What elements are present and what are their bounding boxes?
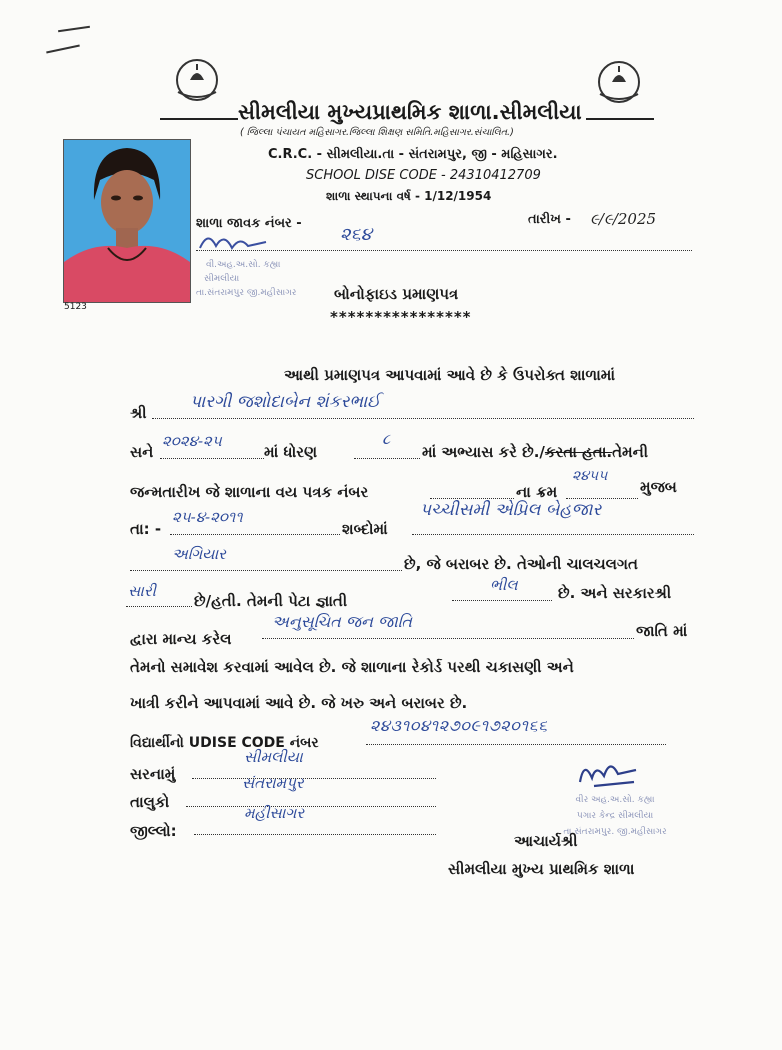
district-dotted-line — [194, 834, 436, 835]
school-logo-right — [590, 60, 648, 108]
principal-signature — [574, 752, 644, 794]
school-name: સીમલીયા મુખ્યપ્રાથમિક શાળા.સીમલીયા — [238, 100, 582, 124]
principal-designation: આચાર્યશ્રી — [514, 832, 578, 850]
header-underline — [160, 118, 238, 120]
study-phrase: માં અભ્યાસ કરે છે./ — [422, 443, 545, 461]
dob-words-1: પચ્ચીસમી એપ્રિલ બેહજાર — [420, 500, 602, 520]
conduct-text: છે/હતી. તેમની પેટા જ્ઞાતી — [194, 592, 348, 610]
school-subtitle: ( જિલ્લા પંચાયત મહિસાગર.જિલ્લા શિક્ષણ સમિતિ.મહિસાગર.સંચાલિત.) — [240, 127, 514, 138]
shabdo-text: શબ્દોમાં — [342, 520, 388, 538]
udise-dotted-line — [366, 744, 666, 745]
std-dotted-line — [354, 458, 420, 459]
district-value: મહીસાગર — [244, 804, 305, 822]
include-text: તેમનો સમાવેશ કરવામાં આવેલ છે. જે શાળાના રેકોર્ડ પરથી ચકાસણી અને — [130, 658, 574, 676]
portrait-image — [64, 140, 190, 302]
subcaste-dotted-line — [452, 600, 552, 601]
serial-dotted-line — [566, 498, 638, 499]
crc-line: C.R.C. - સીમલીયા.તા - સંતરામપુર, જી - મહિસાગર. — [268, 147, 558, 162]
conduct-dotted-line — [126, 606, 192, 607]
ta-label: તા: - — [130, 520, 162, 538]
subcaste-value: ભીલ — [490, 576, 518, 594]
outward-number-value: ૨૬૪ — [340, 224, 372, 245]
approved-text: દ્વારા માન્ય કરેલ — [130, 630, 232, 648]
caste-dotted-line — [262, 638, 634, 639]
stamp-top-line: તા.સંતરામપુર જી.મહીસાગર — [196, 288, 297, 298]
temni-word: તેમની — [612, 443, 649, 461]
taluka-label: તાલુકો — [130, 793, 170, 811]
address-value: સીમલીયા — [244, 748, 303, 766]
udise-label: વિદ્યાર્થીનો UDISE CODE નંબર — [130, 735, 319, 751]
shri-label: શ્રી — [130, 404, 147, 422]
stamp-top-line: વી.અહ.અ.સો. કહ્યા — [206, 260, 281, 270]
sane-label: સને — [130, 443, 154, 461]
dob-words2-dotted-line — [130, 570, 402, 571]
academic-year: ૨૦૨૪-૨૫ — [162, 432, 222, 450]
district-label: જીલ્લો: — [130, 822, 177, 840]
register-dotted-line — [430, 498, 514, 499]
dob-register-text: જન્મતારીખ જે શાળાના વય પત્રક નંબર — [130, 483, 369, 501]
na-kram-text: ના ક્રમ — [516, 483, 558, 501]
certificate-title: બોનોફાઇડ પ્રમાણપત્ર — [334, 285, 459, 303]
stamp-top-line: સીમલીયા — [204, 274, 240, 284]
maa-dhoran-text: માં ધોરણ — [264, 443, 318, 461]
principal-school: સીમલીયા મુખ્ય પ્રાથમિક શાળા — [448, 860, 635, 878]
date-label: તારીખ - — [528, 212, 571, 227]
taluka-dotted-line — [186, 806, 436, 807]
title-stars: **************** — [330, 308, 472, 326]
signature-top — [196, 226, 276, 256]
dob-value: ૨૫-૪-૨૦૧૧ — [172, 508, 243, 526]
dob-dotted-line — [170, 534, 340, 535]
standard-value: ૮ — [382, 430, 391, 448]
school-logo-left — [168, 58, 226, 106]
equal-text: છે, જે બરાબર છે. તેઓની ચાલચલગત — [404, 555, 638, 573]
mujab-text: મુજબ — [640, 478, 677, 496]
margin-mark — [58, 26, 90, 32]
margin-mark — [46, 44, 80, 53]
date-value: ૯/૯/2025 — [590, 210, 657, 228]
stamp-bottom-line: પગાર કેન્દ્ર સીમલીયા — [576, 811, 654, 821]
student-name: પારગી જશોદાબેન શંકરભાઈ — [190, 392, 381, 412]
stamp-bottom-line: વીર અહ.અ.સો. કહ્યા — [575, 795, 655, 805]
govt-text: છે. અને સરકારશ્રી — [558, 584, 672, 602]
caste-category: અનુસૂચિત જન જાતિ — [272, 612, 413, 631]
verify-text: ખાત્રી કરીને આપવામાં આવે છે. જે ખરુ અને બરાબર છે. — [130, 694, 468, 712]
established-year: શાળા સ્થાપના વર્ષ - 1/12/1954 — [326, 189, 492, 203]
address-dotted-line — [192, 778, 436, 779]
taluka-value: સંતરામપુર — [242, 774, 304, 792]
dob-words-dotted-line — [412, 534, 694, 535]
address-label: સરનામું — [130, 765, 176, 783]
udise-value: ૨૪૩૧૦૪૧૨૭૦૯૧૭૨૦૧૬૬ — [370, 716, 548, 735]
register-serial: ૨૪૫૫ — [572, 468, 608, 484]
dise-code: SCHOOL DISE CODE - 24310412709 — [306, 168, 541, 183]
study-text — [422, 443, 648, 461]
struck-phrase: કરતા હતા. — [544, 443, 613, 461]
dob-words-2: અગિયાર — [172, 545, 226, 563]
outward-number-label: શાળા જાવક નંબર - — [196, 216, 302, 231]
header-underline — [586, 118, 654, 120]
stamp-bottom-line: તા.સંતરામપુર. જી.મહીસાગર — [563, 827, 667, 837]
jati-maa-text: જાતિ માં — [636, 622, 688, 640]
stamp-top — [196, 258, 296, 300]
photo-code: 5123 — [64, 302, 87, 312]
name-dotted-line — [152, 418, 694, 419]
conduct-value: સારી — [128, 582, 156, 600]
year-dotted-line — [160, 458, 264, 459]
intro-text: આથી પ્રમાણપત્ર આપવામાં આવે છે કે ઉપરોક્ત શાળામાં — [284, 366, 616, 384]
student-photo — [63, 139, 191, 303]
